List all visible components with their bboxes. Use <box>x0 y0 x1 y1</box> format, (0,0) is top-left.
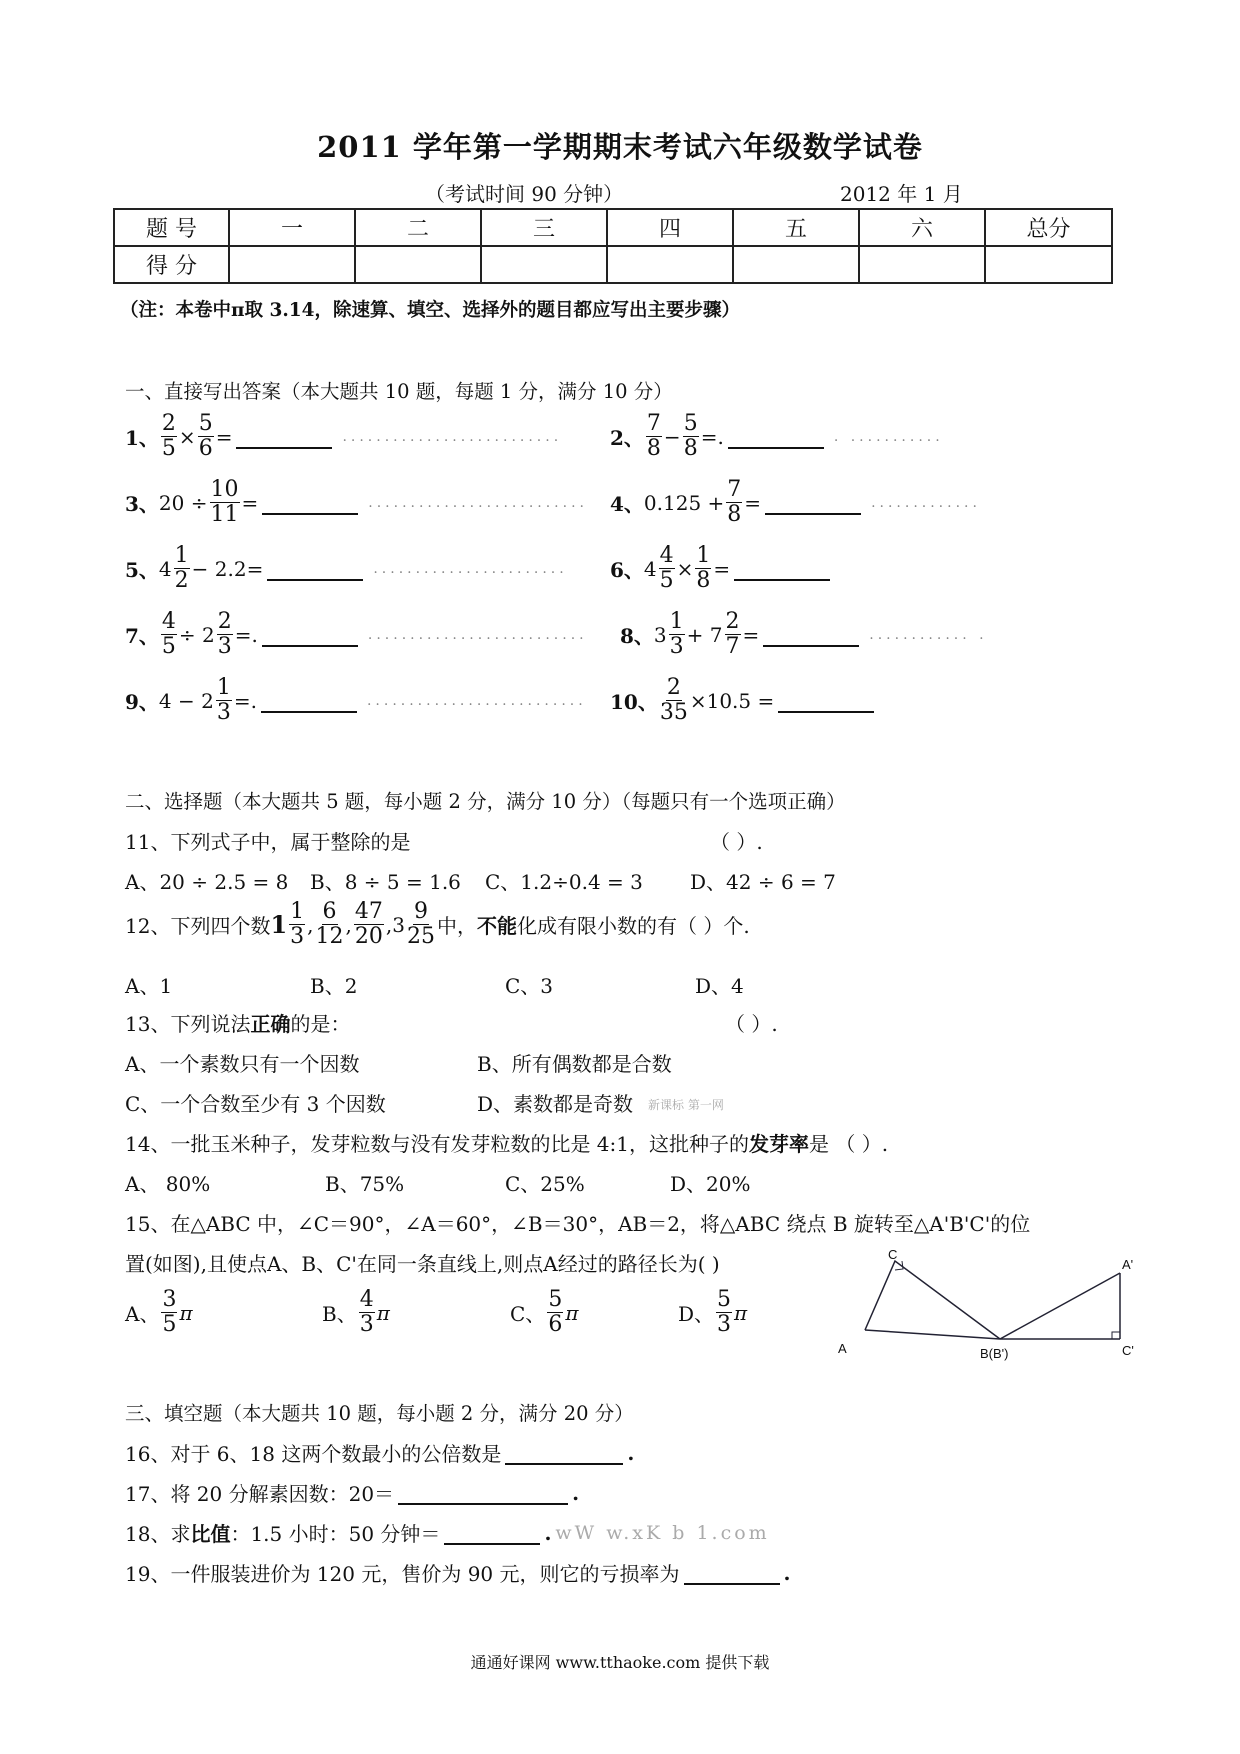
option-b[interactable] <box>322 1288 390 1337</box>
right-angle-mark-c-prime <box>1112 1332 1120 1339</box>
answer-blank[interactable] <box>778 689 874 713</box>
question-text: 12、下列四个数 <box>125 914 271 939</box>
question-12: 12、下列四个数 1 $\frac{1}{3}$ , $\frac{6}{12}$ , $\frac{47}{20}$ , 3 $\frac{9}{25}$ 中， 不能 化成有限小数的有（ ）个. <box>125 899 750 950</box>
option-b[interactable]: B、8 ÷ 5 = 1.6 <box>310 870 461 894</box>
page-title: 2011 学年第一学期期末考试六年级数学试卷 <box>317 130 923 164</box>
leader-dots: ....................... <box>373 560 568 577</box>
option-d[interactable]: D、42 ÷ 6 = 7 <box>690 870 836 894</box>
label-a-prime: A' <box>1122 1257 1134 1272</box>
question-18 <box>125 1518 770 1547</box>
option-b[interactable]: B、2 <box>310 974 358 998</box>
footer-text: 通通好课网 www.tthaoke.com 提供下载 <box>470 1653 770 1672</box>
score-cell: 题 号 <box>114 209 229 246</box>
question-8 <box>620 610 988 659</box>
question-15-line1: 15、在△ABC 中，∠C＝90°，∠A＝60°，∠B＝30°，AB＝2，将△ABC 绕点 B 旋转至△A'B'C'的位 <box>125 1212 1031 1236</box>
question-text: ：1.5 小时：50 分钟＝ <box>230 1522 441 1546</box>
question-5 <box>125 544 568 593</box>
watermark-text: wW w.xK b 1.com <box>555 1521 770 1544</box>
section-2-heading: 二、选择题（本大题共 5 题，每小题 2 分，满分 10 分）（每题只有一个选项正确） <box>125 790 846 813</box>
expression: 4 <box>158 556 172 581</box>
answer-blank[interactable] <box>236 425 332 449</box>
label-b: B(B') <box>980 1346 1009 1361</box>
fraction: $\frac{4}{5}$ <box>659 543 674 594</box>
score-row-label: 得 分 <box>114 246 229 283</box>
fraction: $\frac{3}{5}$ <box>162 1287 177 1338</box>
fraction: $\frac{47}{20}$ <box>354 899 383 950</box>
option-label: C、 <box>510 1302 546 1327</box>
option-b[interactable]: B、所有偶数都是合数 <box>477 1052 672 1076</box>
emphasis: 正确 <box>250 1012 291 1036</box>
question-1 <box>125 412 562 461</box>
label-c: C <box>888 1247 898 1262</box>
score-table <box>113 208 1113 284</box>
expression: 0.125 + <box>643 490 725 515</box>
question-14 <box>125 1128 888 1157</box>
fraction: $\frac{5}{6}$ <box>198 411 213 462</box>
answer-blank[interactable] <box>765 491 861 515</box>
fraction: $\frac{2}{7}$ <box>725 609 740 660</box>
triangle-abc-sides <box>865 1261 1000 1339</box>
leader-dots: .......................... <box>368 494 588 511</box>
score-input-cell[interactable] <box>355 246 481 283</box>
period: . <box>544 1520 552 1545</box>
fraction: $\frac{5}{3}$ <box>717 1287 732 1338</box>
answer-paren: （ ）. <box>710 830 763 854</box>
score-table-header-row <box>114 209 1112 246</box>
expression: 4 − 2 <box>158 688 214 713</box>
question-13 <box>125 1008 350 1037</box>
score-cell: 五 <box>733 209 859 246</box>
question-19 <box>125 1558 790 1587</box>
question-number: 7、 <box>125 624 159 649</box>
fraction: $\frac{1}{3}$ <box>669 609 684 660</box>
score-cell: 三 <box>481 209 607 246</box>
section-1-heading: 一、直接写出答案（本大题共 10 题，每题 1 分，满分 10 分） <box>125 380 673 403</box>
question-text: 14、一批玉米种子，发芽粒数与没有发芽粒数的比是 4:1，这批种子的 <box>125 1132 749 1156</box>
score-input-cell[interactable] <box>607 246 733 283</box>
watermark-text: 新课标 第一网 <box>648 1098 724 1112</box>
option-c[interactable]: C、3 <box>505 974 554 998</box>
fraction: $\frac{4}{5}$ <box>161 609 176 660</box>
answer-blank[interactable] <box>267 557 363 581</box>
mixed-whole: 1 <box>270 910 288 940</box>
expression: − 2.2= <box>191 556 264 581</box>
pi-symbol: π <box>565 1300 579 1325</box>
fraction: $\frac{5}{6}$ <box>548 1287 563 1338</box>
score-cell: 六 <box>859 209 985 246</box>
answer-blank[interactable] <box>734 557 830 581</box>
question-text: 18、求 <box>125 1522 191 1546</box>
answer-blank[interactable] <box>398 1481 568 1505</box>
option-c[interactable]: C、25% <box>505 1172 585 1196</box>
option-d[interactable]: D、4 <box>695 974 744 998</box>
option-a[interactable] <box>125 1288 193 1337</box>
fraction: $\frac{1}{3}$ <box>216 675 231 726</box>
exam-date: 2012 年 1 月 <box>840 182 963 206</box>
question-9 <box>125 676 587 725</box>
equals-sign: =. <box>234 622 258 647</box>
mixed-whole: 3 <box>392 912 405 937</box>
option-c[interactable]: C、一个合数至少有 3 个因数 <box>125 1092 386 1116</box>
fraction: $\frac{1}{2}$ <box>174 543 189 594</box>
emphasis: 发芽率 <box>749 1132 809 1156</box>
equals-sign: = <box>241 490 259 515</box>
equals-sign: =. <box>233 688 257 713</box>
option-label: D、 <box>678 1302 715 1327</box>
score-table-score-row <box>114 246 1112 283</box>
answer-blank[interactable] <box>262 623 358 647</box>
fraction: $\frac{6}{12}$ <box>315 899 344 950</box>
question-6 <box>610 544 834 593</box>
fraction: $\frac{2}{5}$ <box>161 411 176 462</box>
operator: + 7 <box>686 622 723 647</box>
label-a: A <box>838 1341 847 1356</box>
fraction: $\frac{1}{8}$ <box>696 543 711 594</box>
fraction: $\frac{9}{25}$ <box>406 899 435 950</box>
option-label: B、 <box>322 1302 357 1327</box>
answer-blank[interactable] <box>763 623 859 647</box>
question-17 <box>125 1478 579 1507</box>
section-3-heading: 三、填空题（本大题共 10 题，每小题 2 分，满分 20 分） <box>125 1402 634 1425</box>
operator: × <box>676 556 694 581</box>
question-number: 1、 <box>125 426 159 451</box>
fraction: $\frac{7}{8}$ <box>646 411 661 462</box>
label-c-prime: C' <box>1122 1343 1134 1358</box>
score-cell: 四 <box>607 209 733 246</box>
leader-dots: .......................... <box>342 428 563 445</box>
question-7 <box>125 610 588 659</box>
question-4 <box>610 478 981 527</box>
fraction: $\frac{4}{3}$ <box>359 1287 374 1338</box>
answer-blank[interactable] <box>728 425 824 449</box>
leader-dots: . ........... <box>833 428 944 445</box>
leader-dots: .......................... <box>366 692 587 709</box>
score-input-cell[interactable] <box>229 246 355 283</box>
pi-symbol: π <box>734 1300 748 1325</box>
option-d[interactable]: D、素数都是奇数 <box>477 1092 634 1116</box>
question-number: 6、 <box>610 558 644 583</box>
fraction: $\frac{7}{8}$ <box>727 477 742 528</box>
answer-blank[interactable] <box>261 689 357 713</box>
option-b[interactable]: B、75% <box>325 1172 405 1196</box>
period: . <box>572 1480 580 1505</box>
period: . <box>783 1560 791 1585</box>
question-text: 11、下列式子中，属于整除的是 <box>125 830 411 854</box>
exam-duration: （考试时间 90 分钟） <box>425 182 624 206</box>
question-text: 中， <box>436 914 477 939</box>
leader-dots: .......................... <box>367 626 588 643</box>
exam-note: （注：本卷中π取 3.14，除速算、填空、选择外的题目都应写出主要步骤） <box>120 300 741 321</box>
option-a[interactable]: A、20 ÷ 2.5 = 8 <box>125 870 289 894</box>
score-input-cell[interactable] <box>481 246 607 283</box>
question-10 <box>610 676 878 725</box>
answer-paren: （ ）. <box>725 1012 778 1036</box>
leader-dots: ............ . <box>869 626 988 643</box>
expression: ×10.5 = <box>689 688 775 713</box>
fraction: $\frac{2}{35}$ <box>659 675 688 726</box>
equals-sign: = <box>215 424 233 449</box>
score-cell: 二 <box>355 209 481 246</box>
option-c[interactable] <box>510 1288 578 1337</box>
rotation-figure <box>830 1247 1150 1370</box>
question-11 <box>125 826 410 855</box>
question-2 <box>610 412 944 461</box>
question-number: 2、 <box>610 426 644 451</box>
answer-blank[interactable] <box>262 491 358 515</box>
option-d[interactable] <box>678 1288 747 1337</box>
answer-blank[interactable] <box>505 1441 623 1465</box>
question-text: 的是： <box>290 1012 351 1036</box>
expression: 4 <box>643 556 657 581</box>
fraction: $\frac{1}{3}$ <box>290 899 305 950</box>
option-a[interactable]: A、1 <box>125 974 173 998</box>
triangle-base-line <box>865 1330 1000 1339</box>
operator: × <box>178 424 196 449</box>
fraction: $\frac{2}{3}$ <box>217 609 232 660</box>
equals-sign: = <box>742 622 760 647</box>
expression: 20 ÷ <box>158 490 208 515</box>
emphasis: 比值 <box>190 1522 231 1546</box>
question-number: 3、 <box>125 492 159 517</box>
question-number: 9、 <box>125 690 159 715</box>
option-c[interactable]: C、1.2÷0.4 = 3 <box>485 870 643 894</box>
question-text: 16、对于 6、18 这两个数最小的公倍数是 <box>125 1442 502 1466</box>
answer-blank[interactable] <box>684 1561 780 1585</box>
leader-dots: ............. <box>871 494 981 511</box>
question-15-line2: 置(如图),且使点A、B、C'在同一条直线上,则点A经过的路径长为( ) <box>125 1252 720 1276</box>
score-input-cell[interactable] <box>859 246 985 283</box>
question-3 <box>125 478 588 527</box>
operator: ÷ 2 <box>178 622 215 647</box>
question-text: 是 （ ）. <box>809 1132 889 1156</box>
fraction: $\frac{5}{8}$ <box>683 411 698 462</box>
equals-sign: = <box>713 556 731 581</box>
fraction: $\frac{10}{11}$ <box>210 477 239 528</box>
score-cell: 一 <box>229 209 355 246</box>
answer-blank[interactable] <box>444 1521 540 1545</box>
period: . <box>627 1440 635 1465</box>
question-16 <box>125 1438 634 1467</box>
equals-sign: =. <box>700 424 724 449</box>
question-text: 化成有限小数的有（ ）个. <box>516 914 750 939</box>
question-number: 8、 <box>620 624 654 649</box>
pi-symbol: π <box>179 1300 193 1325</box>
pi-symbol: π <box>376 1300 390 1325</box>
score-input-cell[interactable] <box>733 246 859 283</box>
question-text: 19、一件服装进价为 120 元，售价为 90 元，则它的亏损率为 <box>125 1562 680 1586</box>
question-number: 5、 <box>125 558 159 583</box>
option-label: A、 <box>125 1302 160 1327</box>
equals-sign: = <box>744 490 762 515</box>
question-text: 17、将 20 分解素因数：20＝ <box>125 1482 395 1506</box>
option-a[interactable]: A、 80% <box>125 1172 211 1196</box>
segment-b-a-prime <box>1000 1273 1120 1339</box>
score-input-cell[interactable] <box>985 246 1112 283</box>
option-d[interactable]: D、20% <box>670 1172 751 1196</box>
question-number: 4、 <box>610 492 644 517</box>
expression: 3 <box>653 622 667 647</box>
question-text: 13、下列说法 <box>125 1012 251 1036</box>
score-cell: 总分 <box>985 209 1112 246</box>
question-number: 10、 <box>610 690 658 715</box>
operator: − <box>663 424 681 449</box>
option-a[interactable]: A、一个素数只有一个因数 <box>125 1052 360 1076</box>
emphasis: 不能 <box>476 914 517 939</box>
